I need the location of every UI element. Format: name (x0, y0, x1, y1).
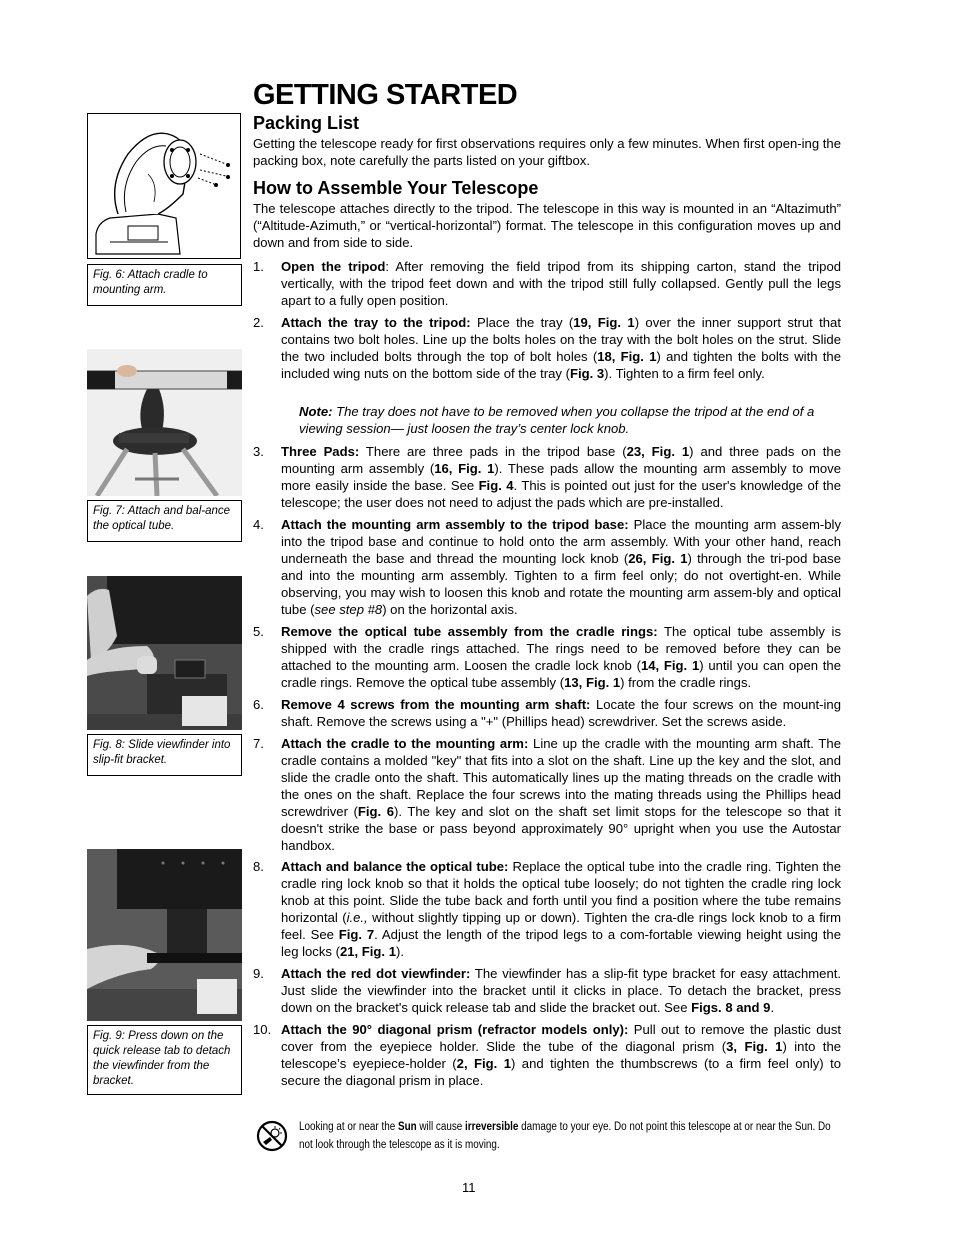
step-number: 9. (253, 966, 264, 981)
step-number: 7. (253, 736, 264, 751)
step-text: Attach the red dot viewfinder: The viewfinder has a slip-fit type bracket for easy attachment. Just slide the viewfinder into the bracket until it clicks in place. To detach the bracket, press down on the bracket's quick release tab and slide the bracket out. See Figs. 8 and 9. (281, 966, 841, 1015)
step-number: 2. (253, 315, 264, 330)
figure-9-image (87, 849, 242, 1021)
step-number: 4. (253, 517, 264, 532)
figure-8-caption: Fig. 8: Slide viewfinder into slip-fit bracket. (87, 734, 242, 776)
figure-9-caption: Fig. 9: Press down on the quick release tab to detach the viewfinder from the bracket. (87, 1025, 242, 1095)
step-number: 8. (253, 859, 264, 874)
step-number: 10. (253, 1022, 272, 1037)
tray-note: Note: The tray does not have to be removed when you collapse the tripod at the end of a viewing session— just loosen the tray’s center lock knob. (299, 404, 815, 436)
step-number: 5. (253, 624, 264, 639)
mounting-arm-drawing (88, 114, 241, 259)
step-number: 3. (253, 444, 264, 459)
step-text: Remove 4 screws from the mounting arm shaft: Locate the four screws on the mount-ing shaft. Remove the screws using a "+" (Phillips head) screwdriver. Set the screws aside. (281, 697, 841, 729)
sun-warning: Looking at or near the Sun will cause irreversible damage to your eye. Do not point this telescope at or near the Sun. Do not look through the telescope as it is moving. (299, 1121, 831, 1151)
figure-6-image (87, 113, 241, 259)
quick-release-tab-photo (87, 849, 242, 1021)
step-text: Attach the cradle to the mounting arm: Line up the cradle with the mounting arm shaft. The cradle contains a molded "key" that fits into a slot on the shaft. Line up the key and the slot, and slide the cradle onto the shaft. This automatically lines up the mating threads on the cradle with the ones on the shaft. Replace the four screws into the mating threads using the Phillips head screwdriver (Fig. 6). The key and slot on the shaft set limit stops for the telescope so that it doesn't strike the base or pass beyond approximately 90° upright when you use the Autostar handbox. (281, 736, 841, 853)
assemble-intro: The telescope attaches directly to the tripod. The telescope in this way is mounted in an “Altazimuth” (“Altitude-Azimuth,” or “vertical-horizontal”) format. The telescope in this configuration moves up and down and from side to side. (253, 201, 841, 250)
assemble-heading: How to Assemble Your Telescope (253, 178, 539, 198)
step-number: 6. (253, 697, 264, 712)
viewfinder-bracket-photo (87, 576, 242, 730)
tripod-telescope-photo (87, 349, 242, 496)
step-text: Three Pads: There are three pads in the tripod base (23, Fig. 1) and three pads on the mounting arm assembly (16, Fig. 1). These pads allow the mounting arm assembly to move more easily inside the base. See Fig. 4. This is pointed out just for the user's knowledge of the telescope; the user does not need to adjust the pads which are pre-installed. (281, 444, 841, 510)
figure-7-caption: Fig. 7: Attach and bal-ance the optical tube. (87, 500, 242, 542)
step-text: Attach the 90° diagonal prism (refractor models only): Pull out to remove the plastic dust cover from the eyepiece holder. Slide the tube of the diagonal prism (3, Fig. 1) into the telescope’s eyepiece-holder (2, Fig. 1) and tighten the thumbscrews (to a firm feel only) to secure the diagonal prism in place. (281, 1022, 842, 1088)
figure-7-image (87, 349, 242, 496)
step-text: Attach the tray to the tripod: Place the tray (19, Fig. 1) over the inner support strut that contains two bolt holes. Line up the bolts holes on the tray with the bolt holes on the strut. Slide the two included bolts through the top of bolt holes (18, Fig. 1) and tighten the bolts with the included wing nuts on the bottom side of the tray (Fig. 3). Tighten to a firm feel only. (281, 315, 841, 381)
figure-8-image (87, 576, 242, 730)
figure-6-caption: Fig. 6: Attach cradle to mounting arm. (87, 264, 242, 306)
no-sun-icon (256, 1120, 288, 1152)
step-text: Attach and balance the optical tube: Replace the optical tube into the cradle ring. Tighten the cradle ring lock knob so that it holds the optical tube loosely; do not tighten the cradle ring lock knob at this point. Slide the tube back and forth until you find a position where the tube remains horizontal (i.e., without slightly tipping up or down). Tighten the cra-dle rings lock knob to a firm feel. See Fig. 7. Adjust the length of the tripod legs to a com-fortable viewing height using the leg locks (21, Fig. 1). (281, 859, 842, 959)
step-text: Remove the optical tube assembly from the cradle rings: The optical tube assembly is shipped with the cradle rings attached. The rings need to be removed before they can be attached to the mounting arm. Loosen the cradle lock knob (14, Fig. 1) until you can open the cradle rings. Remove the optical tube assembly (13, Fig. 1) from the cradle rings. (281, 624, 842, 690)
page-title: GETTING STARTED (253, 79, 518, 111)
packing-list-heading: Packing List (253, 113, 360, 133)
packing-list-body: Getting the telescope ready for first observations requires only a few minutes. When first open-ing the packing box, note carefully the parts listed on your giftbox. (253, 136, 841, 168)
page-number: 11 (462, 1180, 476, 1195)
step-number: 1. (253, 259, 264, 274)
step-text: Attach the mounting arm assembly to the tripod base: Place the mounting arm assem-bly into the tripod base and continue to hold onto the arm assembly. With your other hand, reach underneath the base and thread the mounting lock knob (26, Fig. 1) through the tri-pod base and into the mounting arm assembly. Tighten to a firm feel only; do not overtight-en. While observing, you may wish to loosen this knob and rotate the mounting arm assem-bly and optical tube (see step #8) on the horizontal axis. (281, 517, 841, 617)
step-text: Open the tripod: After removing the field tripod from its shipping carton, stand the tripod vertically, with the tripod feet down and with the tripod still fully collapsed. Gently pull the legs apart to a fully open position. (281, 259, 842, 308)
